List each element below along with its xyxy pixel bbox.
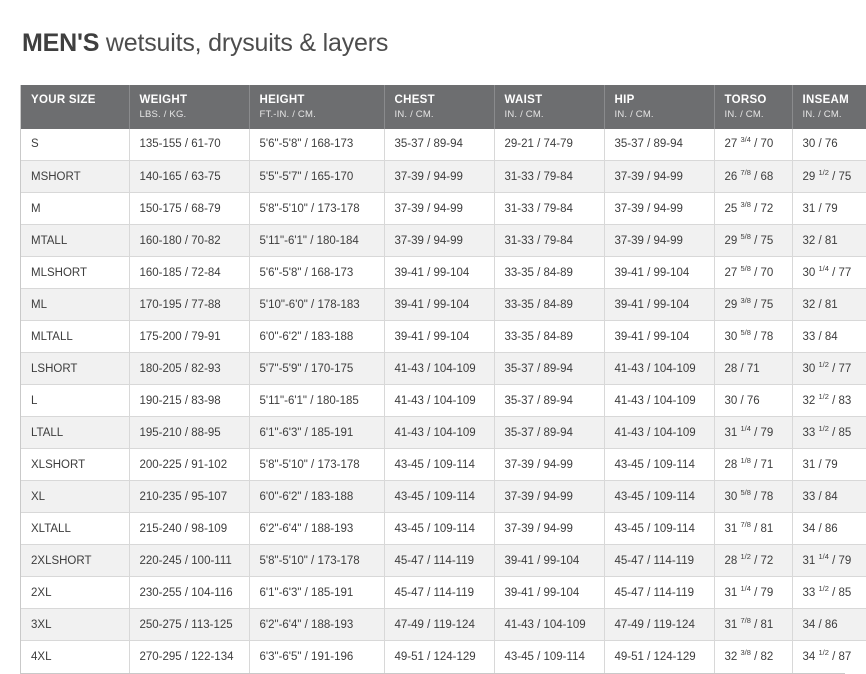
column-header-torso — [714, 85, 792, 129]
column-header-height — [249, 85, 384, 129]
cell-height: 5'6"-5'8" / 168-173 — [249, 257, 384, 289]
size-chart-page — [0, 17, 865, 667]
cell-hip: 47-49 / 119-124 — [604, 609, 714, 641]
cell-height: 5'6"-5'8" / 168-173 — [249, 129, 384, 161]
table-row — [21, 353, 866, 385]
cell-hip: 43-45 / 109-114 — [604, 481, 714, 513]
cell-hip: 39-41 / 99-104 — [604, 289, 714, 321]
table-row — [21, 449, 866, 481]
cell-size: S — [21, 129, 129, 161]
cell-inseam: 30 $^{1/2}$ / 77 — [792, 353, 866, 385]
size-chart-table — [21, 85, 866, 673]
cell-waist: 43-45 / 109-114 — [494, 641, 604, 673]
cell-waist: 39-41 / 99-104 — [494, 577, 604, 609]
cell-waist: 33-35 / 84-89 — [494, 289, 604, 321]
cell-weight: 150-175 / 68-79 — [129, 193, 249, 225]
column-header-hip — [604, 85, 714, 129]
cell-chest: 41-43 / 104-109 — [384, 385, 494, 417]
cell-chest: 41-43 / 104-109 — [384, 417, 494, 449]
cell-height: 5'11"-6'1" / 180-185 — [249, 385, 384, 417]
cell-hip: 41-43 / 104-109 — [604, 385, 714, 417]
cell-weight: 215-240 / 98-109 — [129, 513, 249, 545]
cell-weight: 140-165 / 63-75 — [129, 161, 249, 193]
cell-torso: 30 / 76 — [714, 385, 792, 417]
cell-size: ML — [21, 289, 129, 321]
cell-waist: 35-37 / 89-94 — [494, 353, 604, 385]
cell-chest: 39-41 / 99-104 — [384, 289, 494, 321]
size-chart-table-wrapper — [20, 85, 852, 674]
cell-chest: 43-45 / 109-114 — [384, 513, 494, 545]
table-row — [21, 417, 866, 449]
column-header-inseam-sub: IN. / CM. — [802, 108, 842, 120]
cell-chest: 37-39 / 94-99 — [384, 161, 494, 193]
column-header-hip-sub: IN. / CM. — [614, 108, 654, 120]
cell-waist: 31-33 / 79-84 — [494, 225, 604, 257]
cell-torso: 31 $^{1/4}$ / 79 — [714, 577, 792, 609]
cell-chest: 45-47 / 114-119 — [384, 577, 494, 609]
cell-height: 5'10"-6'0" / 178-183 — [249, 289, 384, 321]
cell-chest: 39-41 / 99-104 — [384, 321, 494, 353]
cell-chest: 47-49 / 119-124 — [384, 609, 494, 641]
cell-weight: 190-215 / 83-98 — [129, 385, 249, 417]
cell-torso: 28 $^{1/8}$ / 71 — [714, 449, 792, 481]
table-row — [21, 225, 866, 257]
cell-height: 5'7"-5'9" / 170-175 — [249, 353, 384, 385]
cell-torso: 28 $^{1/2}$ / 72 — [714, 545, 792, 577]
cell-size: 2XLSHORT — [21, 545, 129, 577]
cell-waist: 35-37 / 89-94 — [494, 417, 604, 449]
column-header-weight-main: WEIGHT — [139, 93, 188, 106]
column-header-torso-sub: IN. / CM. — [724, 108, 764, 120]
table-row — [21, 257, 866, 289]
column-header-waist-sub: IN. / CM. — [504, 108, 544, 120]
table-header — [21, 85, 866, 129]
column-header-weight-sub: LBS. / KG. — [139, 108, 187, 120]
cell-inseam: 30 $^{1/4}$ / 77 — [792, 257, 866, 289]
cell-size: M — [21, 193, 129, 225]
cell-weight: 200-225 / 91-102 — [129, 449, 249, 481]
cell-hip: 39-41 / 99-104 — [604, 257, 714, 289]
table-row — [21, 641, 866, 673]
page-title-rest: wetsuits, drysuits & layers — [99, 28, 389, 57]
cell-torso: 27 $^{3/4}$ / 70 — [714, 129, 792, 161]
column-header-waist-main: WAIST — [504, 93, 543, 106]
cell-waist: 39-41 / 99-104 — [494, 545, 604, 577]
cell-hip: 35-37 / 89-94 — [604, 129, 714, 161]
cell-hip: 45-47 / 114-119 — [604, 545, 714, 577]
cell-size: 3XL — [21, 609, 129, 641]
cell-height: 5'8"-5'10" / 173-178 — [249, 193, 384, 225]
cell-inseam: 33 $^{1/2}$ / 85 — [792, 417, 866, 449]
cell-inseam: 33 $^{1/2}$ / 85 — [792, 577, 866, 609]
cell-torso: 26 $^{7/8}$ / 68 — [714, 161, 792, 193]
cell-weight: 220-245 / 100-111 — [129, 545, 249, 577]
column-header-inseam-main: INSEAM — [802, 93, 850, 106]
cell-hip: 41-43 / 104-109 — [604, 417, 714, 449]
cell-inseam: 31 $^{1/4}$ / 79 — [792, 545, 866, 577]
table-row — [21, 609, 866, 641]
cell-weight: 170-195 / 77-88 — [129, 289, 249, 321]
cell-waist: 31-33 / 79-84 — [494, 161, 604, 193]
cell-height: 6'3"-6'5" / 191-196 — [249, 641, 384, 673]
cell-chest: 37-39 / 94-99 — [384, 193, 494, 225]
column-header-chest-main: CHEST — [394, 93, 435, 106]
column-header-waist — [494, 85, 604, 129]
cell-torso: 32 $^{3/8}$ / 82 — [714, 641, 792, 673]
table-row — [21, 193, 866, 225]
cell-waist: 31-33 / 79-84 — [494, 193, 604, 225]
cell-weight: 270-295 / 122-134 — [129, 641, 249, 673]
cell-height: 6'0"-6'2" / 183-188 — [249, 481, 384, 513]
table-row — [21, 161, 866, 193]
table-row — [21, 129, 866, 161]
cell-chest: 45-47 / 114-119 — [384, 545, 494, 577]
cell-height: 5'8"-5'10" / 173-178 — [249, 545, 384, 577]
cell-hip: 41-43 / 104-109 — [604, 353, 714, 385]
cell-hip: 43-45 / 109-114 — [604, 449, 714, 481]
table-row — [21, 289, 866, 321]
cell-height: 6'1"-6'3" / 185-191 — [249, 577, 384, 609]
page-title — [0, 17, 865, 68]
table-row — [21, 321, 866, 353]
cell-size: LTALL — [21, 417, 129, 449]
cell-size: LSHORT — [21, 353, 129, 385]
cell-torso: 31 $^{7/8}$ / 81 — [714, 609, 792, 641]
cell-torso: 31 $^{7/8}$ / 81 — [714, 513, 792, 545]
cell-inseam: 33 / 84 — [792, 321, 866, 353]
cell-size: XLSHORT — [21, 449, 129, 481]
cell-inseam: 33 / 84 — [792, 481, 866, 513]
column-header-height-main: HEIGHT — [259, 93, 305, 106]
cell-height: 5'11"-6'1" / 180-184 — [249, 225, 384, 257]
cell-size: XL — [21, 481, 129, 513]
cell-waist: 41-43 / 104-109 — [494, 609, 604, 641]
cell-inseam: 32 / 81 — [792, 225, 866, 257]
cell-size: XLTALL — [21, 513, 129, 545]
cell-inseam: 30 / 76 — [792, 129, 866, 161]
cell-inseam: 31 / 79 — [792, 193, 866, 225]
cell-torso: 30 $^{5/8}$ / 78 — [714, 321, 792, 353]
cell-torso: 29 $^{3/8}$ / 75 — [714, 289, 792, 321]
table-row — [21, 513, 866, 545]
cell-torso: 30 $^{5/8}$ / 78 — [714, 481, 792, 513]
cell-waist: 33-35 / 84-89 — [494, 257, 604, 289]
cell-hip: 37-39 / 94-99 — [604, 161, 714, 193]
cell-chest: 49-51 / 124-129 — [384, 641, 494, 673]
cell-hip: 45-47 / 114-119 — [604, 577, 714, 609]
cell-chest: 35-37 / 89-94 — [384, 129, 494, 161]
cell-height: 6'2"-6'4" / 188-193 — [249, 513, 384, 545]
cell-height: 6'0"-6'2" / 183-188 — [249, 321, 384, 353]
cell-size: 4XL — [21, 641, 129, 673]
cell-waist: 35-37 / 89-94 — [494, 385, 604, 417]
cell-weight: 195-210 / 88-95 — [129, 417, 249, 449]
table-row — [21, 545, 866, 577]
column-header-hip-main: HIP — [614, 93, 635, 106]
cell-hip: 43-45 / 109-114 — [604, 513, 714, 545]
table-body — [21, 129, 866, 673]
cell-inseam: 29 $^{1/2}$ / 75 — [792, 161, 866, 193]
column-header-chest — [384, 85, 494, 129]
cell-weight: 175-200 / 79-91 — [129, 321, 249, 353]
cell-height: 5'5"-5'7" / 165-170 — [249, 161, 384, 193]
column-header-torso-main: TORSO — [724, 93, 767, 106]
table-header-row — [21, 85, 866, 129]
cell-size: MLSHORT — [21, 257, 129, 289]
cell-inseam: 31 / 79 — [792, 449, 866, 481]
cell-hip: 37-39 / 94-99 — [604, 225, 714, 257]
cell-weight: 250-275 / 113-125 — [129, 609, 249, 641]
cell-waist: 33-35 / 84-89 — [494, 321, 604, 353]
cell-size: MLTALL — [21, 321, 129, 353]
cell-weight: 180-205 / 82-93 — [129, 353, 249, 385]
column-header-height-sub: FT.-IN. / CM. — [259, 108, 316, 120]
cell-torso: 25 $^{3/8}$ / 72 — [714, 193, 792, 225]
page-title-strong: MEN'S — [22, 28, 100, 57]
cell-inseam: 34 / 86 — [792, 609, 866, 641]
cell-inseam: 34 $^{1/2}$ / 87 — [792, 641, 866, 673]
cell-weight: 210-235 / 95-107 — [129, 481, 249, 513]
cell-size: L — [21, 385, 129, 417]
cell-hip: 39-41 / 99-104 — [604, 321, 714, 353]
cell-weight: 160-185 / 72-84 — [129, 257, 249, 289]
cell-torso: 27 $^{5/8}$ / 70 — [714, 257, 792, 289]
cell-height: 5'8"-5'10" / 173-178 — [249, 449, 384, 481]
table-row — [21, 481, 866, 513]
cell-torso: 29 $^{5/8}$ / 75 — [714, 225, 792, 257]
cell-height: 6'1"-6'3" / 185-191 — [249, 417, 384, 449]
cell-size: MTALL — [21, 225, 129, 257]
cell-weight: 160-180 / 70-82 — [129, 225, 249, 257]
cell-waist: 37-39 / 94-99 — [494, 481, 604, 513]
cell-height: 6'2"-6'4" / 188-193 — [249, 609, 384, 641]
table-row — [21, 577, 866, 609]
column-header-your-size — [21, 85, 129, 129]
cell-waist: 29-21 / 74-79 — [494, 129, 604, 161]
cell-waist: 37-39 / 94-99 — [494, 513, 604, 545]
cell-size: 2XL — [21, 577, 129, 609]
column-header-your-size-main: YOUR SIZE — [31, 93, 96, 106]
cell-inseam: 34 / 86 — [792, 513, 866, 545]
cell-torso: 31 $^{1/4}$ / 79 — [714, 417, 792, 449]
column-header-chest-sub: IN. / CM. — [394, 108, 434, 120]
column-header-weight — [129, 85, 249, 129]
cell-weight: 230-255 / 104-116 — [129, 577, 249, 609]
cell-hip: 49-51 / 124-129 — [604, 641, 714, 673]
column-header-inseam — [792, 85, 866, 129]
cell-hip: 37-39 / 94-99 — [604, 193, 714, 225]
cell-weight: 135-155 / 61-70 — [129, 129, 249, 161]
cell-chest: 43-45 / 109-114 — [384, 449, 494, 481]
table-row — [21, 385, 866, 417]
cell-inseam: 32 $^{1/2}$ / 83 — [792, 385, 866, 417]
cell-size: MSHORT — [21, 161, 129, 193]
cell-inseam: 32 / 81 — [792, 289, 866, 321]
cell-torso: 28 / 71 — [714, 353, 792, 385]
cell-chest: 39-41 / 99-104 — [384, 257, 494, 289]
cell-chest: 37-39 / 94-99 — [384, 225, 494, 257]
cell-chest: 41-43 / 104-109 — [384, 353, 494, 385]
cell-waist: 37-39 / 94-99 — [494, 449, 604, 481]
cell-chest: 43-45 / 109-114 — [384, 481, 494, 513]
